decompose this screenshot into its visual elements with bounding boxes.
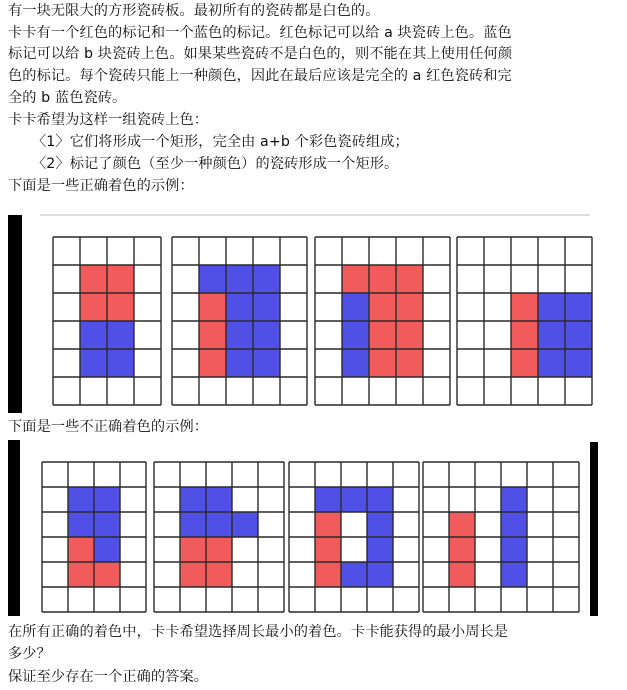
blue-tile xyxy=(107,321,134,349)
blue-tile xyxy=(80,349,107,377)
blue-tile xyxy=(501,537,527,562)
blue-tile xyxy=(565,349,592,377)
blue-tile xyxy=(538,349,565,377)
correct-example-grid-3 xyxy=(315,237,450,405)
blue-tile xyxy=(367,487,393,512)
blue-tile xyxy=(501,487,527,512)
red-tile xyxy=(511,293,538,321)
paragraph-markers-line4: 全的 b 蓝色瓷砖。 xyxy=(8,90,127,106)
red-tile xyxy=(107,293,134,321)
correct-example-grid-1 xyxy=(53,237,161,405)
red-tile xyxy=(396,293,423,321)
red-tile xyxy=(68,537,94,562)
blue-tile xyxy=(342,321,369,349)
blue-tile xyxy=(68,512,94,537)
red-tile xyxy=(80,293,107,321)
red-tile xyxy=(315,512,341,537)
figure-left-edge xyxy=(8,215,22,413)
paragraph-markers-line3: 色的标记。每个瓷砖只能上一种颜色，因此在最后应该是完全的 a 红色瓷砖和完 xyxy=(8,68,512,84)
incorrect-example-grid-4 xyxy=(423,462,579,612)
correct-examples-caption: 下面是一些正确着色的示例： xyxy=(8,178,194,194)
blue-tile xyxy=(565,293,592,321)
correct-example-grid-4 xyxy=(457,237,592,405)
incorrect-example-grid-2 xyxy=(154,462,284,612)
blue-tile xyxy=(367,512,393,537)
blue-tile xyxy=(199,265,226,293)
red-tile xyxy=(180,562,206,587)
red-tile xyxy=(206,562,232,587)
red-tile xyxy=(94,562,120,587)
blue-tile xyxy=(538,293,565,321)
blue-tile xyxy=(253,265,280,293)
blue-tile xyxy=(253,293,280,321)
incorrect-example-grid-1 xyxy=(42,462,146,612)
incorrect-grids-svg xyxy=(0,440,627,618)
blue-tile xyxy=(107,349,134,377)
correct-example-grid-2 xyxy=(172,237,307,405)
red-tile xyxy=(396,349,423,377)
red-tile xyxy=(369,321,396,349)
figure-left-edge-2 xyxy=(8,440,20,616)
blue-tile xyxy=(501,562,527,587)
red-tile xyxy=(315,537,341,562)
red-tile xyxy=(511,349,538,377)
blue-tile xyxy=(206,487,232,512)
blue-tile xyxy=(180,487,206,512)
blue-tile xyxy=(94,487,120,512)
red-tile xyxy=(342,265,369,293)
condition-2: 〈2〉标记了颜色（至少一种颜色）的瓷砖形成一个矩形。 xyxy=(32,156,399,172)
condition-1: 〈1〉它们将形成一个矩形，完全由 a+b 个彩色瓷砖组成； xyxy=(32,134,409,150)
correct-grids-svg xyxy=(0,205,627,413)
paragraph-markers-line1: 卡卡有一个红色的标记和一个蓝色的标记。红色标记可以给 a 块瓷砖上色。蓝色 xyxy=(8,25,512,41)
red-tile xyxy=(68,562,94,587)
blue-tile xyxy=(94,537,120,562)
blue-tile xyxy=(80,321,107,349)
blue-tile xyxy=(226,265,253,293)
blue-tile xyxy=(315,487,341,512)
incorrect-example-grid-3 xyxy=(289,462,419,612)
paragraph-question-line2: 多少？ xyxy=(8,646,51,662)
red-tile xyxy=(199,349,226,377)
red-tile xyxy=(369,265,396,293)
red-tile xyxy=(315,562,341,587)
blue-tile xyxy=(367,537,393,562)
incorrect-examples-caption: 下面是一些不正确着色的示例： xyxy=(8,419,209,435)
blue-tile xyxy=(226,293,253,321)
blue-tile xyxy=(342,349,369,377)
correct-examples-figure xyxy=(0,205,627,413)
red-tile xyxy=(206,537,232,562)
red-tile xyxy=(396,265,423,293)
blue-tile xyxy=(341,562,367,587)
red-tile xyxy=(369,293,396,321)
blue-tile xyxy=(226,321,253,349)
blue-tile xyxy=(180,512,206,537)
paragraph-question-line1: 在所有正确的着色中，卡卡希望选择周长最小的着色。卡卡能获得的最小周长是 xyxy=(8,624,509,640)
blue-tile xyxy=(367,562,393,587)
blue-tile xyxy=(501,512,527,537)
blue-tile xyxy=(538,321,565,349)
blue-tile xyxy=(253,349,280,377)
blue-tile xyxy=(206,512,232,537)
red-tile xyxy=(107,265,134,293)
blue-tile xyxy=(232,512,258,537)
incorrect-examples-figure xyxy=(0,440,627,618)
blue-tile xyxy=(341,487,367,512)
blue-tile xyxy=(68,487,94,512)
paragraph-intro: 有一块无限大的方形瓷砖板。最初所有的瓷砖都是白色的。 xyxy=(8,3,380,19)
red-tile xyxy=(396,321,423,349)
blue-tile xyxy=(342,293,369,321)
red-tile xyxy=(511,321,538,349)
red-tile xyxy=(180,537,206,562)
red-tile xyxy=(449,512,475,537)
blue-tile xyxy=(226,349,253,377)
paragraph-guarantee: 保证至少存在一个正确的答案。 xyxy=(8,669,209,685)
red-tile xyxy=(80,265,107,293)
paragraph-markers-line2: 标记可以给 b 块瓷砖上色。如果某些瓷砖不是白色的，则不能在其上使用任何颜 xyxy=(8,46,513,62)
figure-right-edge xyxy=(590,442,598,616)
red-tile xyxy=(369,349,396,377)
red-tile xyxy=(199,321,226,349)
blue-tile xyxy=(565,321,592,349)
red-tile xyxy=(199,293,226,321)
red-tile xyxy=(449,537,475,562)
paragraph-wish: 卡卡希望为这样一组瓷砖上色： xyxy=(8,112,209,128)
red-tile xyxy=(449,562,475,587)
blue-tile xyxy=(94,512,120,537)
blue-tile xyxy=(253,321,280,349)
